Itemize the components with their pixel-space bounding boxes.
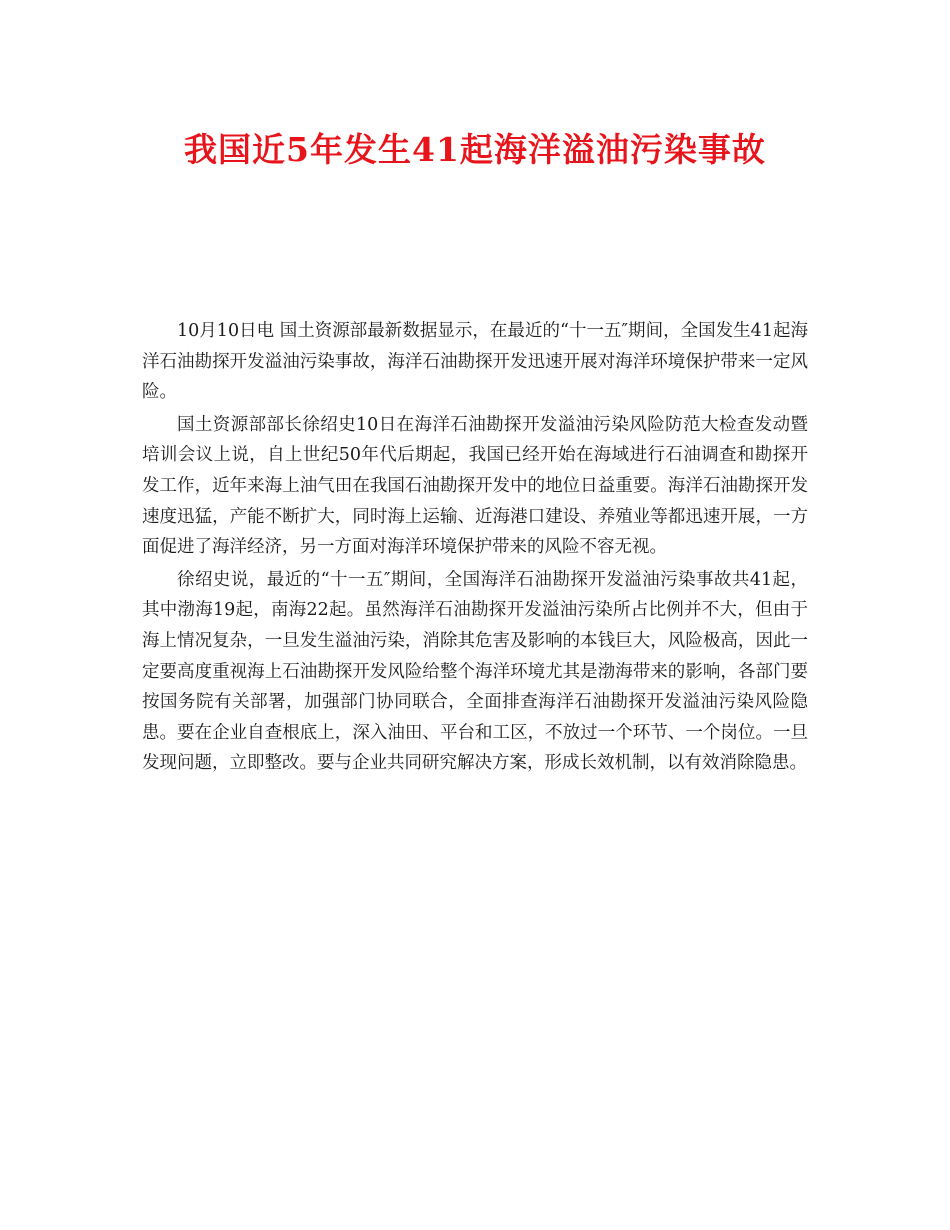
paragraph-2: 国土资源部部长徐绍史10日在海洋石油勘探开发溢油污染风险防范大检查发动暨培训会议上说，自上世纪50年代后期起，我国已经开始在海域进行石油调查和勘探开发工作，近年来海上油气田在我国石油勘探开发中的地位日益重要。海洋石油勘探开发速度迅猛，产能不断扩大，同时海上运输、近海港口建设、养殖业等都迅速开展，一方面促进了海洋经济，另一方面对海洋环境保护带来的风险不容无视。 [142,414,808,558]
paragraph-3: 徐绍史说，最近的“十一五″期间，全国海洋石油勘探开发溢油污染事故共41起，其中渤海19起，南海22起。虽然海洋石油勘探开发溢油污染所占比例并不大，但由于海上情况复杂，一旦发生溢油污染，消除其危害及影响的本钱巨大，风险极高，因此一定要高度重视海上石油勘探开发风险给整个海洋环境尤其是渤海带来的影响，各部门要按国务院有关部署，加强部门协同联合，全面排查海洋石油勘探开发溢油污染风险隐患。要在企业自查根底上，深入油田、平台和工区，不放过一个环节、一个岗位。一旦发现问题，立即整改。要与企业共同研究解决方案，形成长效机制，以有效消除隐患。 [142,569,808,774]
paragraph-1: 10月10日电 国土资源部最新数据显示，在最近的“十一五″期间，全国发生41起海洋石油勘探开发溢油污染事故，海洋石油勘探开发迅速开展对海洋环境保护带来一定风险。 [142,321,808,403]
document-title: 我国近5年发生41起海洋溢油污染事故 [184,130,766,169]
document-body [142,316,808,781]
